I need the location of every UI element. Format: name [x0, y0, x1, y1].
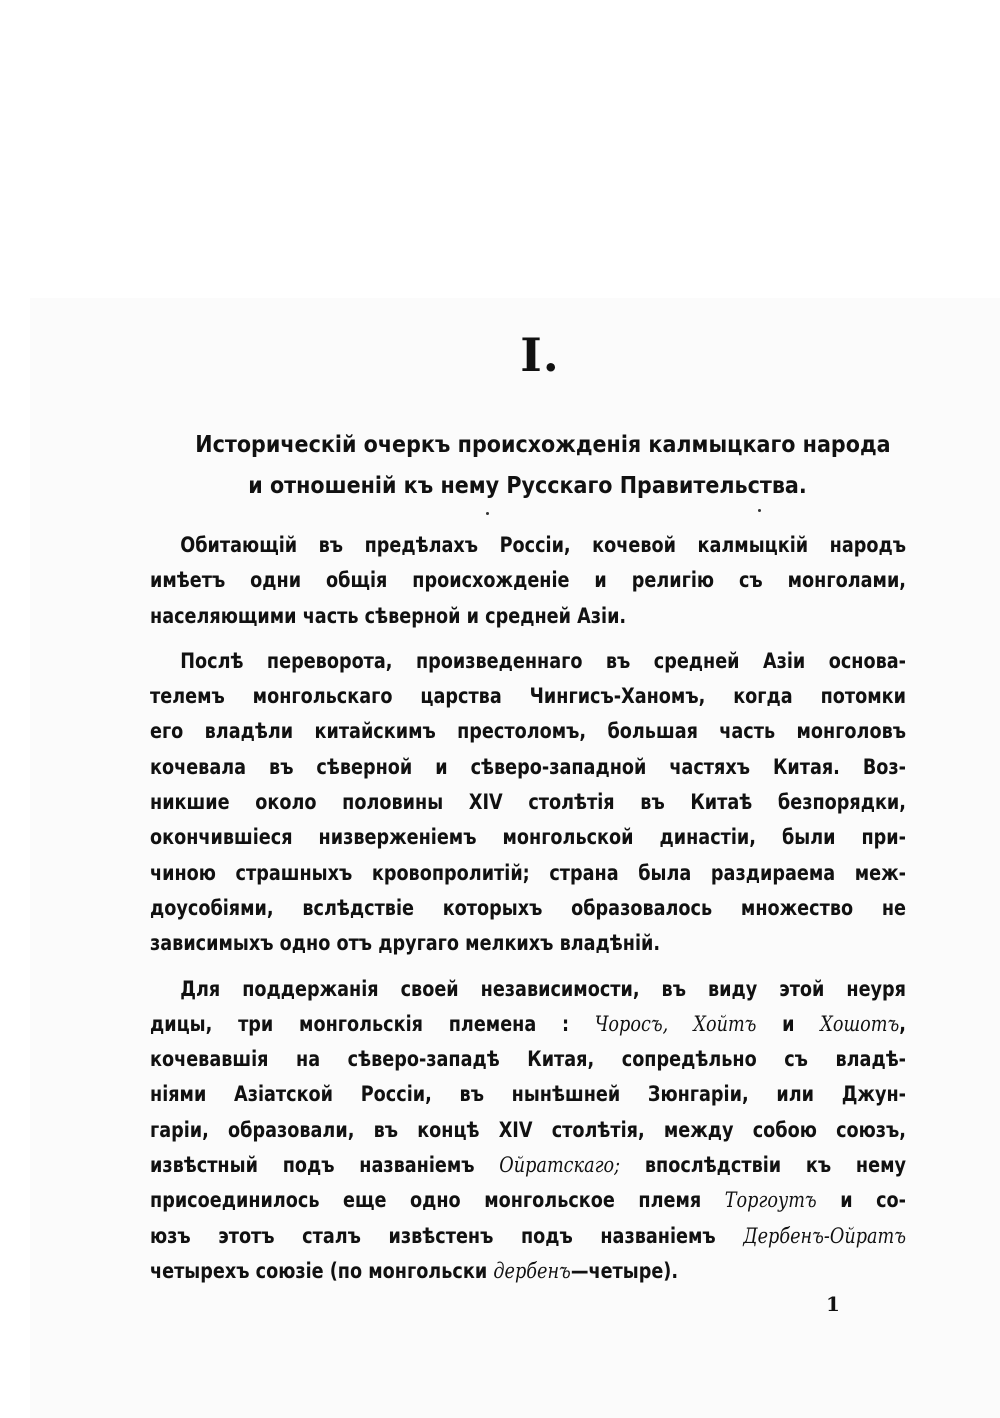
text-line: [150, 891, 906, 926]
text-run: его владѣли китайскимъ престоломъ, большая часть монголовъ: [150, 719, 906, 744]
text-run: имѣетъ одни общія происхожденіе и религію съ монголами,: [150, 568, 906, 593]
text-line: [150, 1219, 906, 1254]
text-run: —четыре).: [570, 1258, 679, 1283]
text-run: и со-: [816, 1188, 907, 1213]
paragraph: [150, 644, 905, 962]
text-line: [150, 563, 906, 598]
text-run: присоединилось еще одно монгольское племя: [150, 1188, 725, 1213]
italic-term: Хошотъ: [820, 1011, 900, 1036]
text-run: чиною страшныхъ кровопролитій; страна была раздираема меж-: [150, 860, 906, 885]
text-line: [150, 714, 906, 749]
page-content: [150, 310, 905, 1289]
text-line: [150, 820, 906, 855]
text-run: гаріи, образовали, въ концѣ XIV столѣтія, между собою союзъ,: [150, 1117, 906, 1142]
stray-marks: [150, 506, 905, 526]
text-line: [150, 856, 906, 891]
text-run: извѣстный подъ названіемъ: [150, 1153, 500, 1178]
paragraph: [150, 972, 905, 1290]
italic-term: Ойратскаго;: [499, 1153, 621, 1178]
text-line: [150, 1007, 906, 1042]
text-run: впослѣдствіи къ нему: [620, 1153, 906, 1178]
chapter-title-line: Историческій очеркъ происхожденія калмыцкаго народа: [195, 430, 891, 458]
chapter-title: [195, 424, 891, 506]
italic-term: Дербенъ-Ойратъ: [743, 1223, 906, 1248]
text-run: и: [756, 1011, 821, 1036]
text-line: [150, 785, 906, 820]
text-run: кочевала въ сѣверной и сѣверо-западной частяхъ Китая. Воз-: [150, 754, 906, 779]
paragraph-gap: [150, 634, 905, 644]
text-line: [150, 644, 906, 679]
ink-dot: [758, 509, 761, 512]
text-line: [150, 679, 906, 714]
text-line: [150, 926, 906, 961]
chapter-number: I.: [520, 328, 560, 382]
text-run: доусобіями, вслѣдствіе которыхъ образовалось множество не: [150, 895, 906, 920]
text-run: Обитающій въ предѣлахъ Россіи, кочевой калмыцкій народъ: [180, 533, 907, 557]
text-line: [150, 1148, 906, 1183]
text-line: [150, 599, 906, 634]
chapter-title-line: и отношеній къ нему Русскаго Правительства.: [248, 471, 807, 499]
text-run: Послѣ переворота, произведеннаго въ средней Азіи основа-: [180, 648, 907, 673]
text-run: зависимыхъ одно отъ другаго мелкихъ владѣній.: [150, 931, 661, 956]
paragraph-gap: [150, 962, 905, 972]
page-number: 1: [826, 1292, 840, 1316]
text-line: [150, 1183, 906, 1218]
body-text: [150, 528, 905, 1289]
text-run: телемъ монгольскаго царства Чингисъ-Ханомъ, когда потомки: [150, 684, 906, 709]
text-line: [150, 1042, 906, 1077]
ink-dot: [486, 512, 489, 515]
italic-term: Торгоутъ: [724, 1188, 817, 1213]
text-run: четырехъ союзіе (по монгольски: [150, 1258, 494, 1283]
text-run: населяющими часть сѣверной и средней Азіи.: [150, 603, 627, 628]
text-run: никшие около половины XIV столѣтія въ Китаѣ безпорядки,: [150, 790, 906, 815]
text-run: кочевавшія на сѣверо-западѣ Китая, сопредѣльно съ владѣ-: [150, 1047, 906, 1072]
text-run: окончившіеся низверженіемъ монгольской династіи, были при-: [150, 825, 906, 850]
text-line: [150, 1254, 906, 1289]
text-line: [150, 528, 906, 563]
text-line: [150, 750, 906, 785]
text-run: ніями Азіатской Россіи, въ нынѣшней Зюнгаріи, или Джун-: [150, 1082, 906, 1107]
text-line: [150, 972, 906, 1007]
text-run: юзъ этотъ сталъ извѣстенъ подъ названіемъ: [150, 1223, 744, 1248]
text-run: ,: [899, 1011, 906, 1036]
text-run: Для поддержанія своей независимости, въ виду этой неуря: [180, 976, 907, 1001]
text-run: дицы, три монгольскія племена :: [150, 1011, 595, 1036]
text-line: [150, 1077, 906, 1112]
paragraph: [150, 528, 905, 634]
text-line: [150, 1113, 906, 1148]
italic-term: дербенъ: [493, 1258, 571, 1283]
italic-term: Чоросъ, Хойтъ: [594, 1011, 757, 1036]
